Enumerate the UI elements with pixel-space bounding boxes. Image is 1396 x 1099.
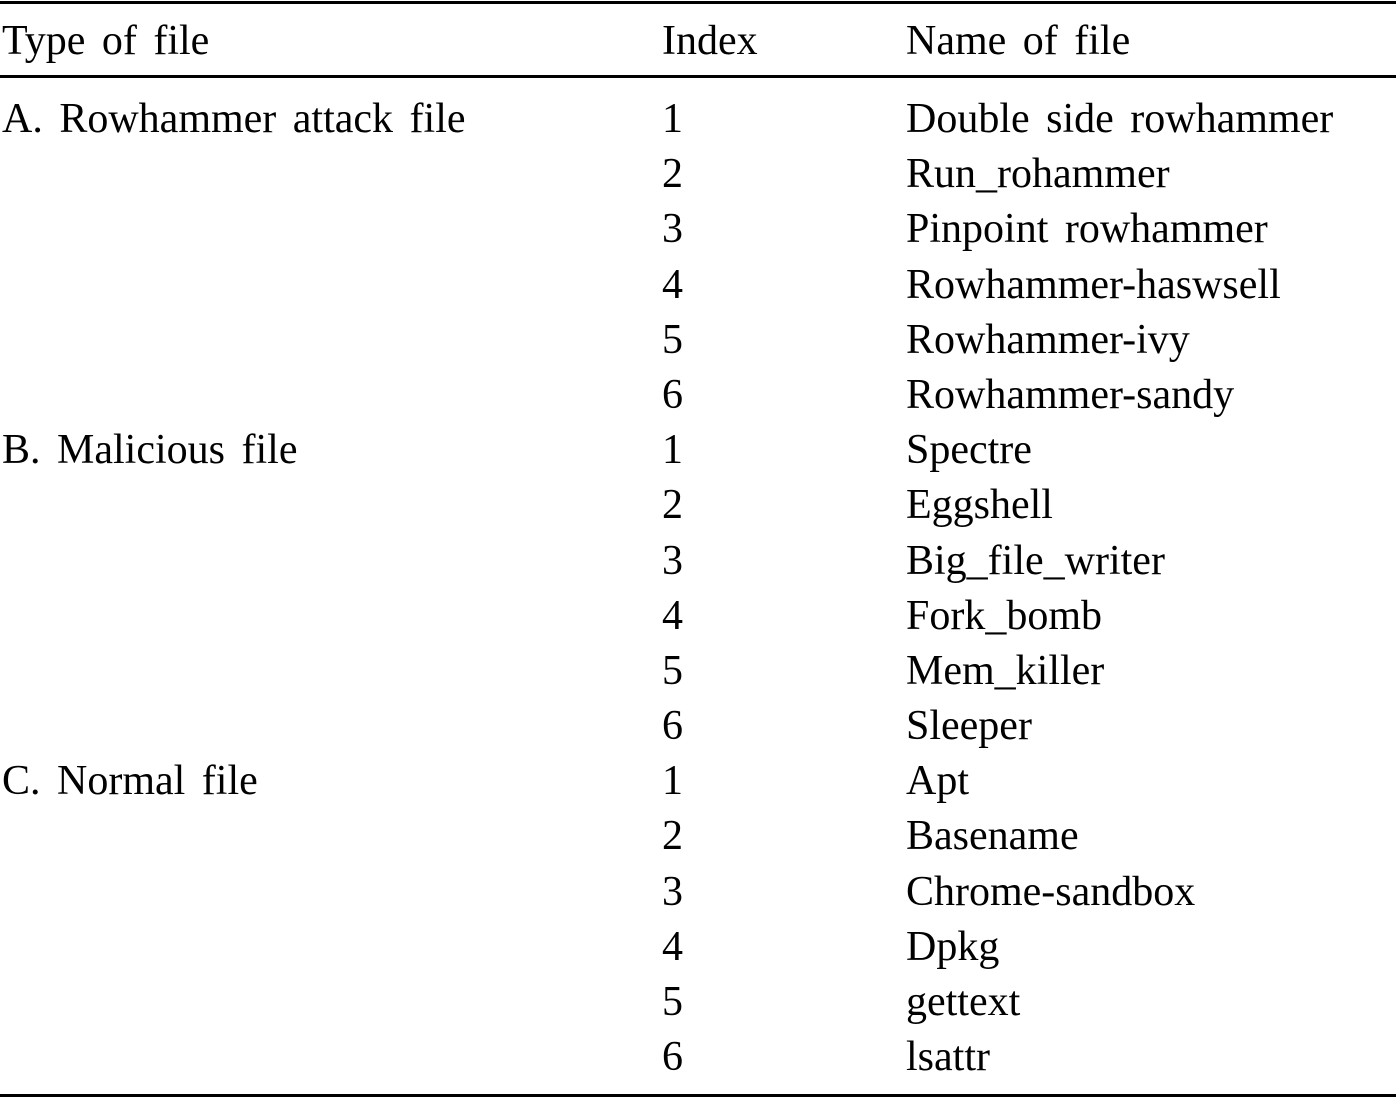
table-row — [0, 869, 1396, 924]
table-row — [0, 262, 1396, 317]
index-cell: 4 — [662, 923, 683, 970]
type-cell: A. Rowhammer attack file — [2, 96, 466, 142]
header-type-of-file: Type of file — [2, 18, 210, 64]
index-cell: 6 — [662, 1034, 683, 1081]
name-cell: Double side rowhammer — [906, 96, 1334, 142]
table-row — [0, 813, 1396, 868]
index-cell: 6 — [662, 703, 683, 750]
index-cell: 3 — [662, 206, 683, 253]
table-row — [0, 593, 1396, 648]
name-cell: lsattr — [906, 1034, 990, 1081]
table-row — [0, 206, 1396, 261]
name-cell: Spectre — [906, 427, 1032, 474]
name-cell: Dpkg — [906, 923, 1000, 970]
index-cell: 6 — [662, 371, 683, 418]
index-cell: 2 — [662, 482, 683, 529]
index-cell: 1 — [662, 96, 683, 142]
table-top-rule — [0, 1, 1396, 4]
name-cell: Rowhammer-sandy — [906, 371, 1235, 418]
index-cell: 1 — [662, 758, 683, 805]
index-cell: 2 — [662, 813, 683, 860]
name-cell: Big_file_writer — [906, 537, 1165, 584]
table-row — [0, 151, 1396, 206]
type-cell: C. Normal file — [2, 758, 258, 805]
name-cell: Eggshell — [906, 482, 1053, 529]
name-cell: Basename — [906, 813, 1079, 860]
name-cell: Mem_killer — [906, 647, 1105, 694]
header-name-of-file: Name of file — [906, 18, 1131, 64]
table-row — [0, 979, 1396, 1034]
header-index: Index — [662, 18, 758, 64]
name-cell: Fork_bomb — [906, 592, 1103, 639]
table-row — [0, 924, 1396, 979]
index-cell: 5 — [662, 647, 683, 694]
name-cell: gettext — [906, 979, 1021, 1025]
table-bottom-rule — [0, 1094, 1396, 1097]
name-cell: Sleeper — [906, 703, 1032, 750]
index-cell: 5 — [662, 316, 683, 363]
name-cell: Chrome-sandbox — [906, 868, 1196, 915]
index-cell: 2 — [662, 151, 683, 198]
index-cell: 4 — [662, 261, 683, 308]
table-header-row — [0, 19, 1396, 63]
table-row — [0, 648, 1396, 703]
table-row — [0, 427, 1396, 482]
table-header-rule — [0, 75, 1396, 78]
table-row — [0, 317, 1396, 372]
index-cell: 3 — [662, 868, 683, 915]
index-cell: 3 — [662, 537, 683, 584]
table-row — [0, 96, 1396, 151]
table-body — [0, 96, 1396, 1089]
index-cell: 5 — [662, 979, 683, 1025]
table-row — [0, 758, 1396, 813]
name-cell: Rowhammer-haswsell — [906, 261, 1281, 308]
name-cell: Run_rohammer — [906, 151, 1170, 198]
type-cell: B. Malicious file — [2, 427, 298, 474]
table-row — [0, 1034, 1396, 1089]
table-row — [0, 482, 1396, 537]
table-row — [0, 703, 1396, 758]
table-row — [0, 372, 1396, 427]
name-cell: Apt — [906, 758, 969, 805]
name-cell: Rowhammer-ivy — [906, 316, 1190, 363]
index-cell: 1 — [662, 427, 683, 474]
table-row — [0, 538, 1396, 593]
name-cell: Pinpoint rowhammer — [906, 206, 1268, 253]
index-cell: 4 — [662, 592, 683, 639]
